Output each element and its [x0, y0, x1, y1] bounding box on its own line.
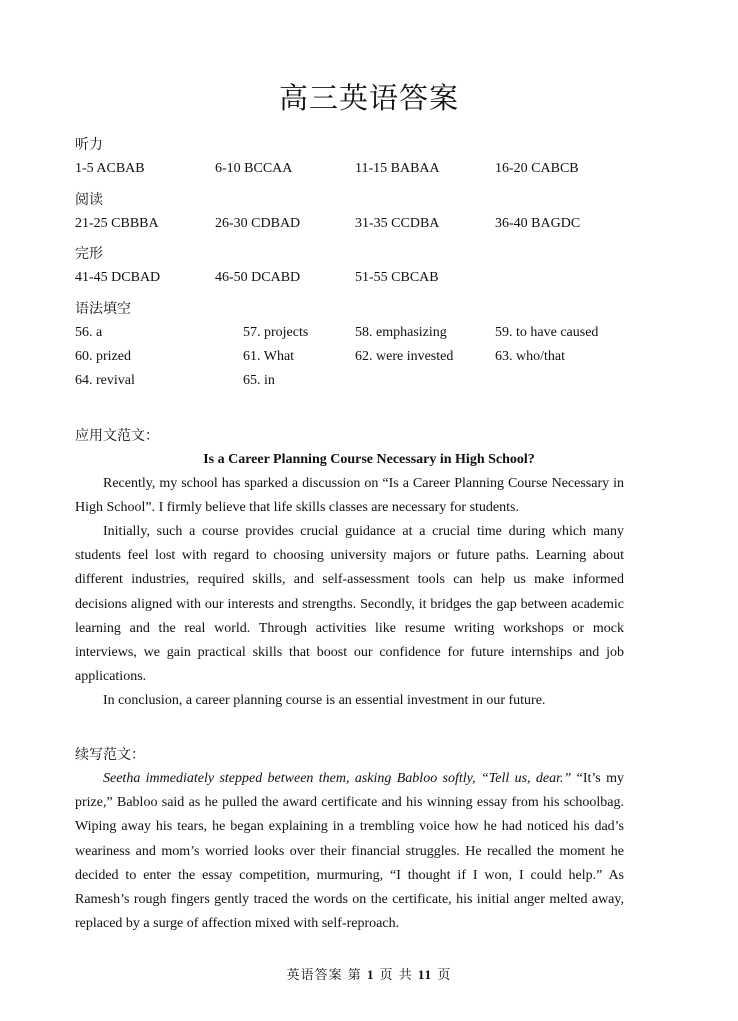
footer-page-number: 1 [366, 967, 375, 982]
essay-paragraph: In conclusion, a career planning course is an essential investment in our future. [103, 693, 546, 708]
grammar-answer: 65. in [243, 373, 275, 388]
continuation-body: “It’s my prize,” Babloo said as he pulled the award certificate and his winning essay from his schoolbag. Wiping away his tears, he began explaining in a trembling voice how he had noticed his dad’s weariness and mom’s worried looks over their financial struggles. He recalled the moment he decided to enter the essay competition, murmuring, “I thought if I won, I could help.” As Ramesh’s rough fingers gently traced the words on the certificate, his initial anger melted away, replaced by a surge of affection mixed with self-reproach. [75, 771, 624, 932]
answer-group: 11-15 BABAA [355, 161, 440, 176]
answer-group: 41-45 DCBAD [75, 270, 161, 285]
footer-prefix: 英语答案 第 [286, 968, 362, 983]
grammar-answer: 63. who/that [495, 349, 565, 364]
grammar-answer: 59. to have caused [495, 325, 599, 340]
footer-suffix: 页 [437, 968, 452, 983]
continuation-paragraph [75, 767, 624, 936]
answer-group: 51-55 CBCAB [355, 270, 439, 285]
section-label-listening: 听力 [75, 137, 103, 153]
footer-total-pages: 11 [417, 967, 433, 982]
essay-paragraph: Initially, such a course provides crucial guidance at a crucial time during which many students feel lost with regard to choosing university majors or future paths. Learning about different industries, required skills, and self-assessment tools can help us make informed decisions aligned with our interests and strengths. Secondly, it bridges the gap between academic learning and the real world. Through activities like resume writing workshops or mock interviews, we gain practical skills that boost our confidence for future internships and job applications. [75, 524, 624, 685]
page-title: 高三英语答案 [278, 81, 459, 115]
grammar-answer: 62. were invested [355, 349, 454, 364]
grammar-answer: 56. a [75, 325, 103, 340]
grammar-answer: 57. projects [243, 325, 309, 340]
answer-group: 31-35 CCDBA [355, 216, 440, 231]
answer-group: 6-10 BCCAA [215, 161, 293, 176]
essay-paragraph: Recently, my school has sparked a discussion on “Is a Career Planning Course Necessary in High School”. I firmly believe that life skills classes are necessary for students. [75, 476, 624, 516]
answer-group: 21-25 CBBBA [75, 216, 159, 231]
continuation-italic-lead: Seetha immediately stepped between them, asking Babloo softly, “Tell us, dear.” [103, 771, 572, 786]
essay-title: Is a Career Planning Course Necessary in High School? [203, 452, 535, 467]
grammar-answer: 64. revival [75, 373, 135, 388]
footer-middle: 页 共 [379, 968, 413, 983]
grammar-answer: 61. What [243, 349, 295, 364]
answer-group: 26-30 CDBAD [215, 216, 301, 231]
section-label-grammar: 语法填空 [75, 301, 131, 317]
section-label-cloze: 完形 [75, 246, 103, 262]
answer-group: 36-40 BAGDC [495, 216, 581, 231]
answer-group: 16-20 CABCB [495, 161, 579, 176]
page-footer [0, 964, 738, 983]
grammar-answer: 58. emphasizing [355, 325, 447, 340]
section-label-reading: 阅读 [75, 192, 103, 208]
grammar-answer: 60. prized [75, 349, 131, 364]
answer-group: 1-5 ACBAB [75, 161, 145, 176]
answer-group: 46-50 DCABD [215, 270, 301, 285]
section-label-continuation-writing: 续写范文： [75, 747, 145, 763]
section-label-practical-writing: 应用文范文： [75, 428, 159, 444]
